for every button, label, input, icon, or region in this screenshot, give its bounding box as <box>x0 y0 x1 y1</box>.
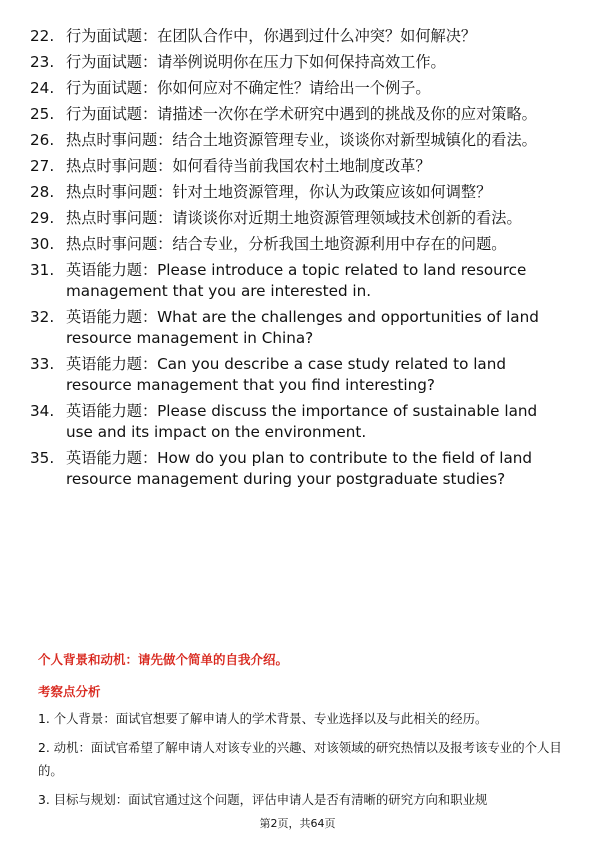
analysis-block <box>38 683 563 811</box>
analysis-heading: 考察点分析 <box>38 684 101 699</box>
question-item <box>30 156 565 177</box>
question-number: 22. <box>30 27 55 45</box>
question-text: 行为面试题：请举例说明你在压力下如何保持高效工作。 <box>66 53 446 71</box>
question-item <box>30 52 565 73</box>
question-text: 热点时事问题：结合土地资源管理专业，谈谈你对新型城镇化的看法。 <box>66 131 537 149</box>
analysis-item: 1. 个人背景：面试官想要了解申请人的学术背景、专业选择以及与此相关的经历。 <box>38 711 488 726</box>
question-number: 23. <box>30 53 55 71</box>
analysis-item: 3. 目标与规划：面试官通过这个问题，评估申请人是否有清晰的研究方向和职业规 <box>38 792 488 807</box>
question-number: 26. <box>30 131 55 149</box>
question-number: 33. <box>30 355 55 373</box>
question-text: 英语能力题：Please discuss the importance of sustainable land use and its impact on the environment. <box>66 402 538 441</box>
question-text: 热点时事问题：请谈谈你对近期土地资源管理领域技术创新的看法。 <box>66 209 522 227</box>
question-text: 热点时事问题：针对土地资源管理，你认为政策应该如何调整？ <box>66 183 492 201</box>
question-item <box>30 260 565 302</box>
page-footer: 第2页，共64页 <box>259 817 336 830</box>
question-number: 35. <box>30 449 55 467</box>
question-number: 29. <box>30 209 55 227</box>
question-text: 英语能力题：How do you plan to contribute to the field of land resource management during your postgraduate studies? <box>66 449 533 488</box>
question-item <box>30 401 565 443</box>
question-number: 24. <box>30 79 55 97</box>
question-item <box>30 26 565 47</box>
question-item <box>30 182 565 203</box>
question-item <box>30 130 565 151</box>
question-number: 28. <box>30 183 55 201</box>
question-item <box>30 354 565 396</box>
question-text: 行为面试题：请描述一次你在学术研究中遇到的挑战及你的应对策略。 <box>66 105 537 123</box>
question-item <box>30 448 565 490</box>
question-number: 32. <box>30 308 55 326</box>
question-list <box>30 26 565 495</box>
section-heading <box>38 651 563 669</box>
question-number: 27. <box>30 157 55 175</box>
question-text: 英语能力题：Please introduce a topic related to land resource management that you are interested in. <box>66 261 527 300</box>
question-number: 31. <box>30 261 55 279</box>
question-item <box>30 104 565 125</box>
question-item <box>30 307 565 349</box>
question-number: 25. <box>30 105 55 123</box>
question-number: 30. <box>30 235 55 253</box>
analysis-item: 2. 动机：面试官希望了解申请人对该专业的兴趣、对该领域的研究热情以及报考该专业的个人目的。 <box>38 740 562 778</box>
question-item <box>30 208 565 229</box>
section-heading-text: 个人背景和动机：请先做个简单的自我介绍。 <box>38 652 289 667</box>
question-text: 热点时事问题：如何看待当前我国农村土地制度改革？ <box>66 157 431 175</box>
question-text: 行为面试题：你如何应对不确定性？请给出一个例子。 <box>66 79 431 97</box>
question-text: 英语能力题：Can you describe a case study related to land resource management that you find interesting? <box>66 355 506 394</box>
question-item <box>30 234 565 255</box>
question-text: 行为面试题：在团队合作中，你遇到过什么冲突？如何解决？ <box>66 27 477 45</box>
question-number: 34. <box>30 402 55 420</box>
question-text: 英语能力题：What are the challenges and opportunities of land resource management in China? <box>66 308 539 347</box>
question-item <box>30 78 565 99</box>
question-text: 热点时事问题：结合专业，分析我国土地资源利用中存在的问题。 <box>66 235 507 253</box>
